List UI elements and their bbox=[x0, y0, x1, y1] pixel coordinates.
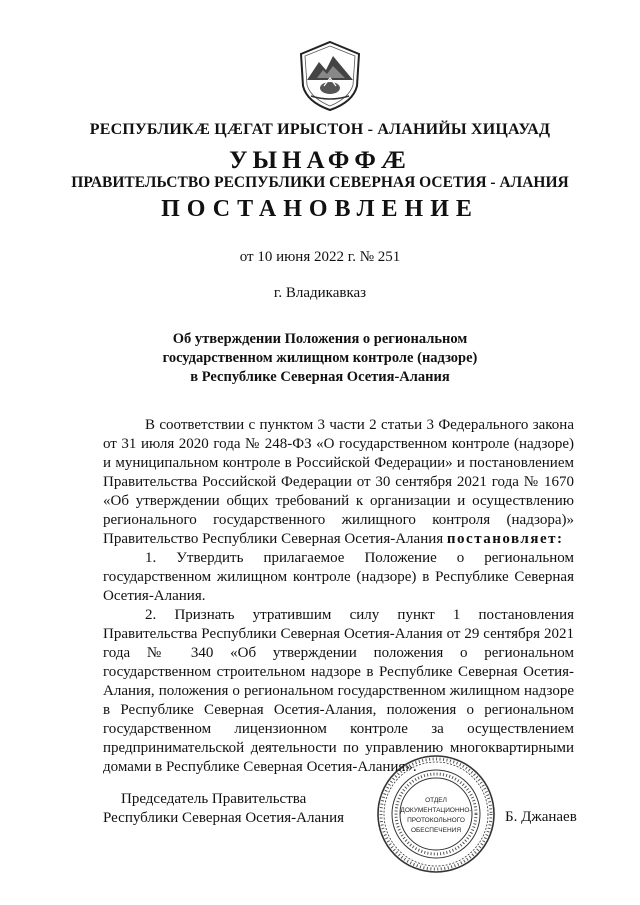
paragraph-preamble bbox=[103, 416, 574, 549]
paragraph-item-1: 1. Утвердить прилагаемое Положение о региональном государственном жилищном контроле (надзоре) в Республике Северная Осетия-Алания. bbox=[103, 550, 574, 604]
position-line-2: Республики Северная Осетия-Алания bbox=[103, 810, 345, 826]
date-number: от 10 июня 2022 г. № 251 bbox=[239, 249, 401, 265]
title-line-3: в Республике Северная Осетия-Алания bbox=[190, 369, 450, 385]
document-body bbox=[103, 416, 574, 777]
position-line-1: Председатель Правительства bbox=[121, 791, 307, 807]
stamp-line-3: ПРОТОКОЛЬНОГО bbox=[407, 817, 465, 824]
signatory-name: Б. Джанаев bbox=[505, 809, 577, 825]
official-stamp-icon bbox=[375, 753, 497, 875]
decree-keyword: постановляет: bbox=[446, 531, 564, 547]
paragraph-item-2: 2. Признать утратившим силу пункт 1 постановления Правительства Республики Северная Осетия-Алания от 29 сентября 2021 года № 340 «Об утверждении положения о региональном государственном строительном надзоре в Республике Северная Осетия-Алания, положения о региональном государственном жилищном надзоре в Республике Северная Осетия-Алания, положения о региональном государственном лицензионном контроле за осуществлением предпринимательской деятельности по управлению многоквартирными домами в Республике Северная Осетия-Алания». bbox=[103, 607, 574, 775]
document-type: ПОСТАНОВЛЕНИЕ bbox=[161, 196, 479, 222]
stamp-line-4: ОБЕСПЕЧЕНИЯ bbox=[410, 827, 462, 834]
title-line-2: государственном жилищном контроле (надзоре) bbox=[162, 350, 478, 366]
signatory-position bbox=[103, 790, 344, 828]
stamp-line-2: ДОКУМЕНТАЦИОННО- bbox=[400, 807, 472, 814]
uynaffae-header: УЫНАФФӔ bbox=[229, 147, 411, 174]
document-title bbox=[0, 330, 640, 387]
government-header: ПРАВИТЕЛЬСТВО РЕСПУБЛИКИ СЕВЕРНАЯ ОСЕТИЯ - АЛАНИЯ bbox=[71, 174, 569, 191]
preamble-text: В соответствии с пунктом 3 части 2 статьи 3 Федерального закона от 31 июля 2020 года № 248-ФЗ «О государственном контроле (надзоре) и муниципальном контроле в Российской Федерации» и постановлением Правительства Российской Федерации от 30 сентября 2021 года № 1670 «Об утверждении общих требований к организации и осуществлению регионального государственного жилищного контроля (надзора)» Правительство Республики Северная Осетия-Алания bbox=[103, 417, 574, 547]
title-line-1: Об утверждении Положения о региональном bbox=[172, 331, 468, 347]
city: г. Владикавказ bbox=[273, 285, 367, 301]
coat-of-arms-icon bbox=[297, 40, 363, 112]
ossetian-header: РЕСПУБЛИКӔ ЦӔГАТ ИРЫСТОН - АЛАНИЙЫ ХИЦАУАД bbox=[89, 121, 551, 138]
stamp-line-1: ОТДЕЛ bbox=[425, 797, 447, 804]
